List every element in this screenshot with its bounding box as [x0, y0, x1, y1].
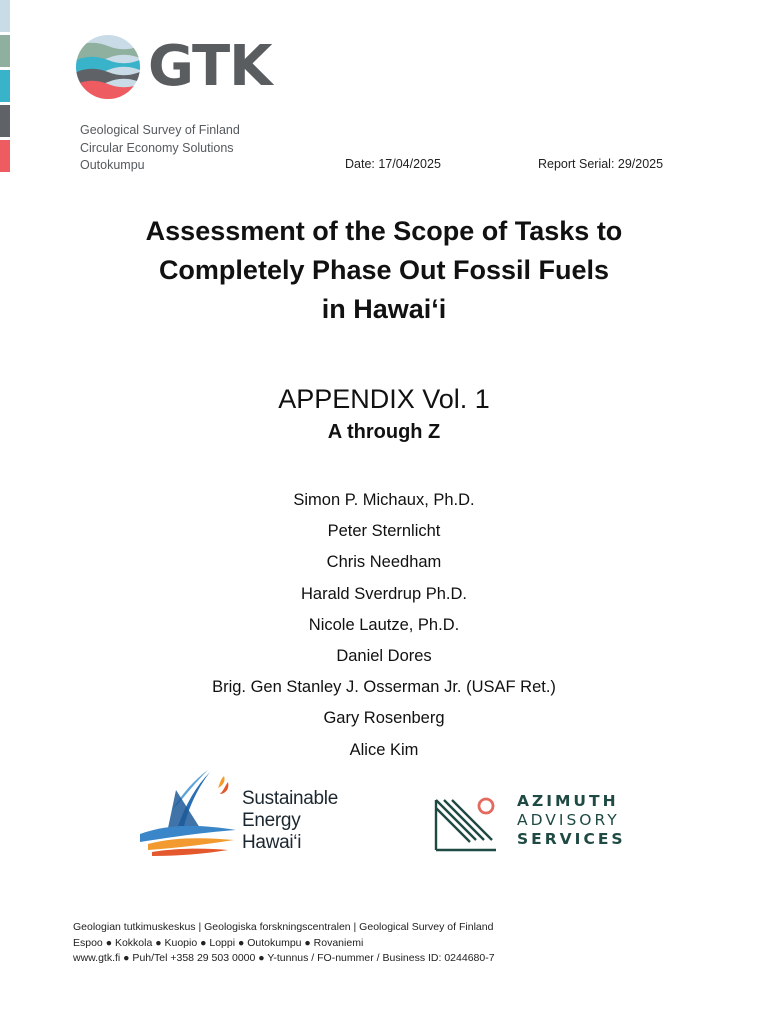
author-name: Gary Rosenberg	[323, 709, 445, 728]
azimuth-line: ADVISORY	[517, 811, 620, 829]
title-line: Assessment of the Scope of Tasks to	[145, 216, 623, 246]
author-name: Harald Sverdrup Ph.D.	[301, 584, 467, 603]
org-line: Geological Survey of Finland	[80, 123, 240, 137]
azimuth-line: AZIMUTH	[517, 792, 619, 810]
gtk-wordmark: GTK	[148, 34, 272, 99]
report-date: Date: 17/04/2025	[345, 157, 441, 171]
author-name: Brig. Gen Stanley J. Osserman Jr. (USAF Ret.)	[212, 678, 556, 697]
seh-emblem-icon	[138, 768, 238, 860]
title-line: in Hawai‘i	[321, 294, 447, 324]
footer-line: Geologian tutkimuskeskus | Geologiska forskningscentralen | Geological Survey of Finland	[73, 921, 494, 933]
edge-bar-4	[0, 105, 10, 137]
edge-bar-1	[0, 0, 10, 32]
seh-wordmark	[242, 788, 338, 854]
author-name: Alice Kim	[349, 740, 419, 759]
azimuth-line: SERVICES	[517, 830, 626, 848]
azimuth-emblem-icon	[432, 792, 502, 854]
report-serial: Report Serial: 29/2025	[538, 157, 664, 171]
author-name: Peter Sternlicht	[327, 522, 441, 541]
org-line: Outokumpu	[80, 158, 145, 172]
appendix-subheading: A through Z	[327, 421, 441, 443]
edge-bar-2	[0, 35, 10, 67]
author-name: Daniel Dores	[336, 647, 432, 666]
edge-bar-3	[0, 70, 10, 102]
organization-block	[80, 122, 240, 175]
seh-line: Energy	[242, 810, 301, 831]
edge-bar-5	[0, 140, 10, 172]
author-name: Nicole Lautze, Ph.D.	[308, 615, 460, 634]
azimuth-advisory-logo	[432, 790, 642, 855]
document-title	[0, 212, 768, 329]
gtk-globe-icon	[74, 33, 142, 101]
author-name: Simon P. Michaux, Ph.D.	[293, 491, 475, 509]
appendix-heading: APPENDIX Vol. 1	[278, 384, 490, 414]
page-footer	[73, 920, 495, 967]
footer-line: Espoo ● Kokkola ● Kuopio ● Loppi ● Outokumpu ● Rovaniemi	[73, 936, 364, 949]
seh-line: Sustainable	[242, 788, 338, 809]
org-line: Circular Economy Solutions	[80, 140, 234, 155]
title-line: Completely Phase Out Fossil Fuels	[158, 255, 610, 285]
footer-line: www.gtk.fi ● Puh/Tel +358 29 503 0000 ● Y-tunnus / FO-nummer / Business ID: 0244680-7	[73, 952, 495, 964]
author-name: Chris Needham	[326, 553, 442, 572]
gtk-logo	[74, 33, 304, 101]
seh-line: Hawai‘i	[242, 832, 302, 853]
azimuth-wordmark	[517, 792, 626, 849]
sustainable-energy-hawaii-logo	[138, 768, 368, 860]
author-list	[0, 485, 768, 766]
